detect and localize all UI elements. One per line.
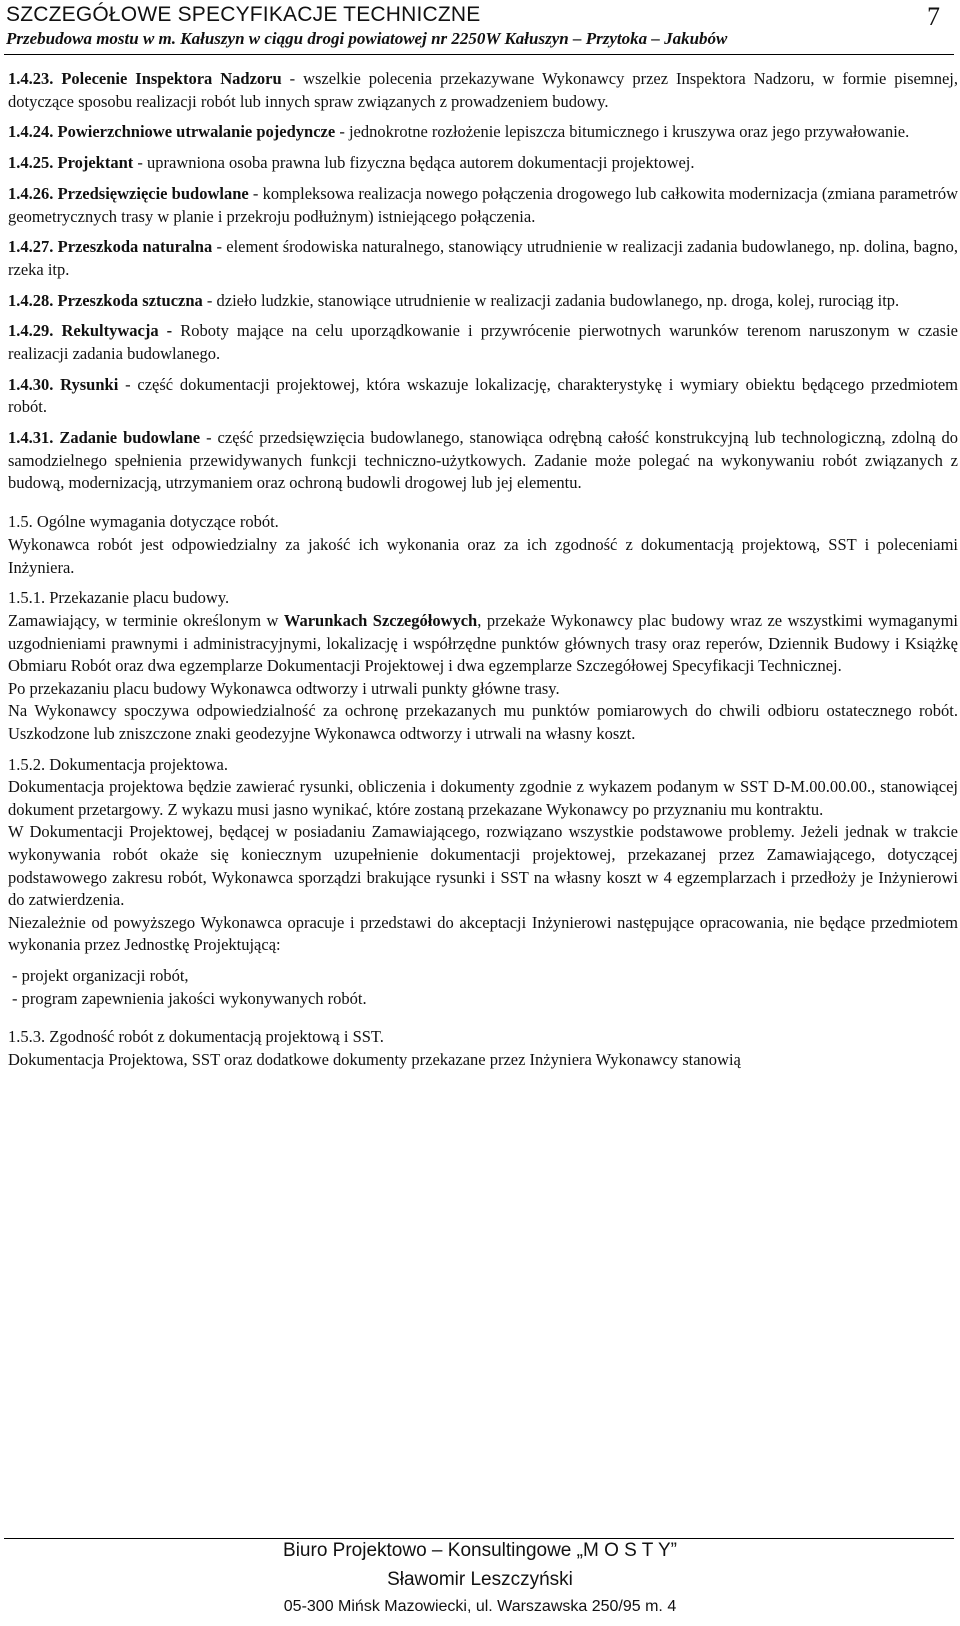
footer-address: 05-300 Mińsk Mazowiecki, ul. Warszawska 250/95 m. 4 [283,1598,677,1615]
section-heading-1-5: 1.5. Ogólne wymagania dotyczące robót. [8,512,279,532]
definition-text: jednokrotne rozłożenie lepiszcza bitumicznego i kruszywa oraz jego przywałowanie. [348,122,910,142]
section-1-5-1-paragraph-2: Po przekazaniu placu budowy Wykonawca odtworzy i utrwali punkty główne trasy. [8,678,560,698]
definition-separator: - [202,290,217,310]
definition-number: 1.4.29. [8,321,54,341]
section-1-5-1-paragraph-1 [8,610,958,678]
definition-text: element środowiska naturalnego, stanowiący utrudnienie w realizacji zadania budowlanego, np. dolina, bagno, rzeka itp. [8,237,959,279]
definition-1-4-30 [8,374,958,419]
definition-term: Zadanie budowlane [59,428,201,448]
definition-separator: - [281,69,304,88]
definition-term: Rysunki [60,374,119,394]
document-title: SZCZEGÓŁOWE SPECYFIKACJE TECHNICZNE [6,3,481,26]
section-text-1-5: Wykonawca robót jest odpowiedzialny za jakość ich wykonania oraz za ich zgodność z dokumentacją projektową, SST i poleceniami Inżyniera. [8,534,958,577]
definition-1-4-24 [8,121,958,144]
definition-number: 1.4.24. [8,122,54,142]
definition-1-4-23 [8,68,958,113]
definition-separator: - [133,153,148,173]
section-1-5-2-paragraph-3: Niezależnie od powyższego Wykonawca opracuje i przedstawi do akceptacji Inżynierowi następujące opracowania, nie będące przedmiotem wykonania przez Jednostkę Projektującą: [8,912,958,955]
list-item: - projekt organizacji robót, [12,966,189,986]
definition-number: 1.4.27. [8,237,54,257]
definition-1-4-25 [8,152,958,175]
definition-separator: - [118,374,138,394]
definition-1-4-29 [8,320,958,365]
definition-term: Polecenie Inspektora Nadzoru [61,69,282,88]
definition-1-4-31 [8,427,958,495]
definition-number: 1.4.23. [8,69,54,88]
definition-separator: - [200,428,218,448]
definition-number: 1.4.26. [8,183,54,203]
definition-term: Rekultywacja - [61,321,173,341]
document-body [8,68,958,1072]
definition-separator: - [212,237,227,257]
definition-separator: - [248,183,263,203]
section-heading-1-5-3: 1.5.3. Zgodność robót z dokumentacją projektową i SST. [8,1027,384,1047]
definition-text: część przedsięwzięcia budowlanego, stanowiąca odrębną całość konstrukcyjną lub technologiczną, zdolną do samodzielnego spełnienia przewidywanych funkcji techniczno-użytkowych. Zadanie może polegać na wykonywaniu robót związanych z budową, modernizacją, utrzymaniem oraz ochroną budowli drogowej lub jej elementu. [8,428,959,493]
footer-company: Biuro Projektowo – Konsultingowe „M O S T Y” [283,1540,677,1561]
definition-1-4-26 [8,183,958,228]
definition-number: 1.4.28. [8,290,54,310]
definition-term: Przeszkoda sztuczna [57,290,203,310]
definition-separator: - [335,122,349,142]
section-1-5-2-paragraph-1: Dokumentacja projektowa będzie zawierać rysunki, obliczenia i dokumenty zgodnie z wykazem podanym w SST D-M.00.00.00., stanowiącej dokument przetargowy. Z wykazu musi jasno wynikać, które zostaną przekazane Wykonawcy po przyznaniu mu kontraktu. [8,777,958,819]
footer-person: Sławomir Leszczyński [387,1569,573,1590]
definition-text: Roboty mające na celu uporządkowanie i przywrócenie pierwotnych warunków terenom naruszonym w czasie realizacji zadania budowlanego. [8,321,959,364]
definition-term: Projektant [57,153,134,173]
definition-text: wszelkie polecenia przekazywane Wykonawcy przez Inspektora Nadzoru, w formie pisemnej, dotyczące sposobu realizacji robót lub innych spraw związanych z prowadzeniem budowy. [8,69,959,111]
paragraph-text: Zamawiający, w terminie określonym w [8,610,284,630]
definition-number: 1.4.30. [8,374,54,394]
definition-text: kompleksowa realizacja nowego połączenia drogowego lub całkowita modernizacja (zmiana parametrów geometrycznych trasy w planie i przekroju podłużnym) istniejącego połączenia. [8,183,959,226]
paragraph-text: , przekaże Wykonawcy plac budowy wraz ze wszystkimi wymaganymi uzgodnieniami prawnymi i administracyjnymi, lokalizację i współrzędne punktów głównych trasy oraz reperów, Dziennik Budowy i Książkę Obmiaru Robót oraz dwa egzemplarze Dokumentacji Projektowej i dwa egzemplarze Szczegółowej Specyfikacji Technicznej. [8,610,958,676]
definition-number: 1.4.25. [8,153,54,173]
definition-text: dzieło ludzkie, stanowiące utrudnienie w realizacji zadania budowlanego, np. droga, kolej, rurociąg itp. [216,290,900,310]
definition-text: uprawniona osoba prawna lub fizyczna będąca autorem dokumentacji projektowej. [147,153,695,173]
definition-1-4-28 [8,290,958,313]
paragraph-bold-text: Warunkach Szczegółowych [283,610,478,630]
section-1-5-1-paragraph-3: Na Wykonawcy spoczywa odpowiedzialność za ochronę przekazanych mu punktów pomiarowych do chwili odbioru ostatecznego robót. Uszkodzone lub zniszczone znaki geodezyjne Wykonawca odtworzy i utrwali na własny koszt. [8,701,958,743]
definition-1-4-27 [8,236,958,281]
definition-term: Przedsięwzięcie budowlane [57,183,249,203]
section-heading-1-5-2: 1.5.2. Dokumentacja projektowa. [8,754,228,774]
list-item: - program zapewnienia jakości wykonywanych robót. [12,988,367,1008]
section-heading-1-5-1: 1.5.1. Przekazanie placu budowy. [8,588,230,608]
definition-term: Przeszkoda naturalna [57,237,213,257]
document-subtitle: Przebudowa mostu w m. Kałuszyn w ciągu drogi powiatowej nr 2250W Kałuszyn – Przytoka – Jakubów [6,29,728,48]
header-rule [4,54,954,55]
section-1-5-3-paragraph-1: Dokumentacja Projektowa, SST oraz dodatkowe dokumenty przekazane przez Inżyniera Wykonawcy stanowią [8,1050,741,1069]
definition-number: 1.4.31. [8,428,54,448]
footer-rule [4,1538,954,1539]
definition-term: Powierzchniowe utrwalanie pojedyncze [57,122,336,142]
definition-text: część dokumentacji projektowej, która wskazuje lokalizację, charakterystykę i wymiary obiektu będącego przedmiotem robót. [8,374,958,417]
section-1-5-2-paragraph-2: W Dokumentacji Projektowej, będącej w posiadaniu Zamawiającego, rozwiązano wszystkie podstawowe problemy. Jeżeli jednak w trakcie wykonywania robót okaże się koniecznym uzupełnienie dokumentacji projektowej, przekazanej przez Zamawiającego, dotyczącej podstawowego zakresu robót, Wykonawca sporządzi brakujące rysunki i SST na własny koszt w 4 egzemplarzach i przedłoży je Inżynierowi do zatwierdzenia. [8,822,958,910]
page-number: 7 [927,2,940,31]
